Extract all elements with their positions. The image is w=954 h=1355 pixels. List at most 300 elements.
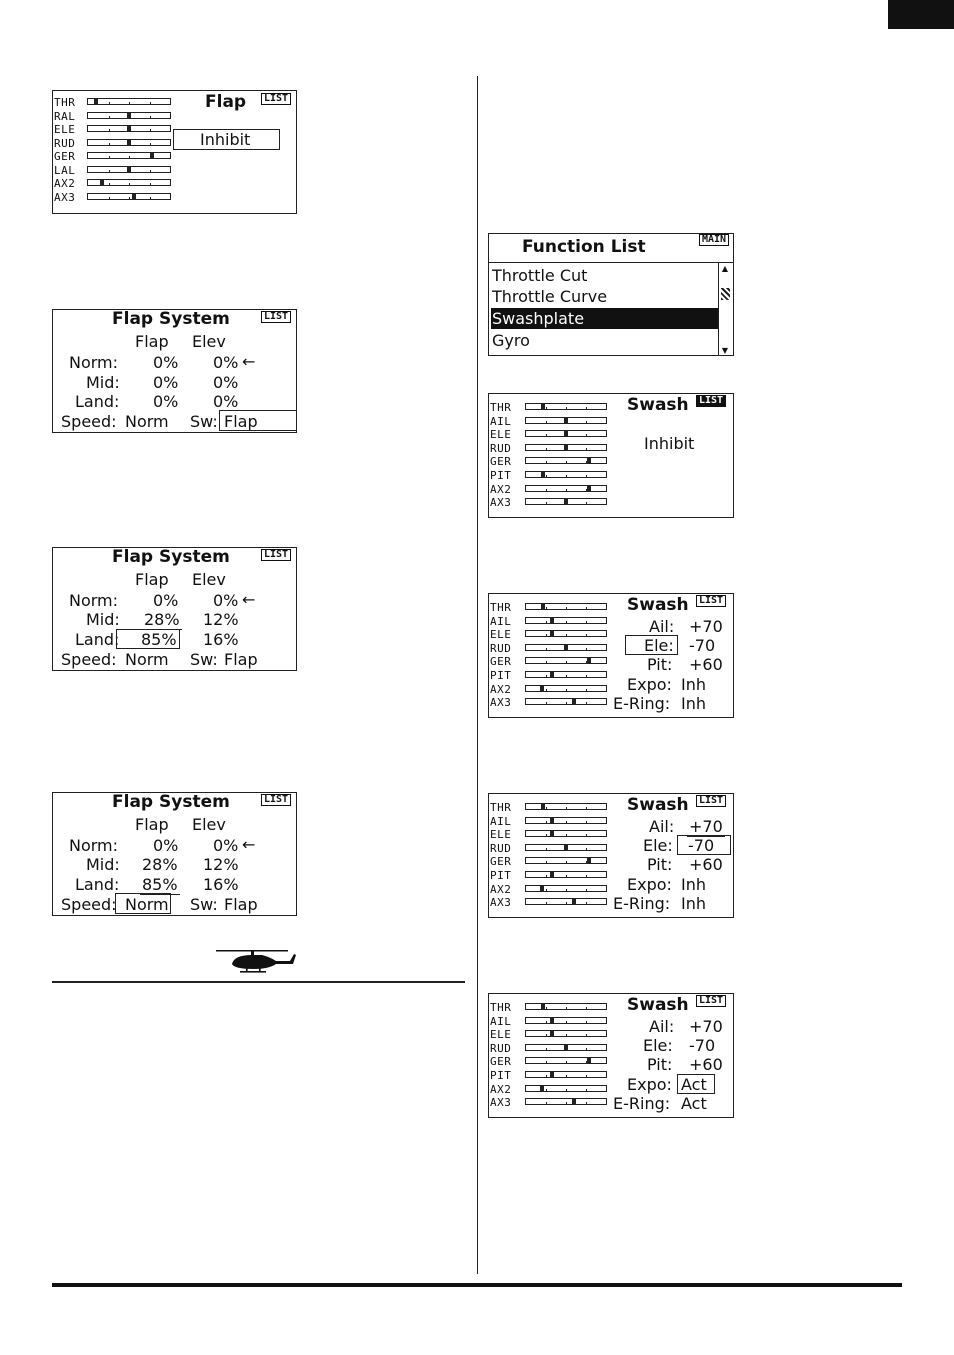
channel-bar-ax2 — [525, 885, 607, 892]
speed-value[interactable]: Norm — [125, 412, 169, 431]
bar-tick — [150, 183, 151, 186]
screen-title: Function List — [522, 237, 646, 257]
bar-tick — [586, 834, 587, 837]
bar-tick — [586, 648, 587, 651]
expo-label: Expo: — [627, 1075, 672, 1094]
expo-value[interactable]: Inh — [681, 875, 706, 894]
channel-position-marker — [150, 153, 154, 158]
speed-label: Speed: — [61, 412, 117, 431]
channel-label-lal: LAL — [54, 163, 76, 177]
ail-label: Ail: — [649, 817, 675, 836]
bar-tick — [546, 621, 547, 624]
bar-tick — [586, 502, 587, 505]
bar-tick — [546, 889, 547, 892]
channel-label-rud: RUD — [490, 841, 512, 855]
channel-label-ax2: AX2 — [490, 682, 512, 696]
bar-tick — [546, 1061, 547, 1064]
inhibit-value[interactable]: Inhibit — [644, 434, 695, 453]
mid-flap-value[interactable]: 28% — [142, 855, 178, 874]
channel-label-ax2: AX2 — [490, 882, 512, 896]
channel-bar-ger — [525, 657, 607, 664]
ele-value-selection-box[interactable] — [677, 835, 731, 855]
list-button[interactable]: LIST — [261, 549, 291, 561]
bar-tick — [546, 1007, 547, 1010]
bar-tick — [109, 183, 110, 186]
pit-value[interactable]: +60 — [689, 655, 723, 674]
bar-tick — [586, 407, 587, 410]
channel-position-marker — [550, 872, 554, 877]
inhibit-value: Inhibit — [200, 130, 251, 149]
bar-tick — [546, 1089, 547, 1092]
channel-label-ail: AIL — [490, 1014, 512, 1028]
ele-label: Ele: — [644, 636, 674, 655]
channel-position-marker — [540, 1086, 544, 1091]
page-corner-tab — [888, 0, 954, 29]
channel-label-ax2: AX2 — [490, 1082, 512, 1096]
bar-tick — [546, 689, 547, 692]
channel-bar-ele — [525, 630, 607, 637]
scroll-down-arrow-icon[interactable]: ▼ — [721, 346, 729, 355]
ail-label: Ail: — [649, 617, 675, 636]
bar-tick — [109, 129, 110, 132]
land-flap-value[interactable]: 0% — [153, 392, 179, 411]
ering-label: E-Ring: — [613, 1094, 671, 1113]
pit-value[interactable]: +60 — [689, 1055, 723, 1074]
bar-tick — [150, 102, 151, 105]
channel-position-marker — [550, 831, 554, 836]
bar-tick — [129, 102, 130, 105]
bar-tick — [546, 434, 547, 437]
swash-screen-1 — [488, 593, 734, 718]
speed-value[interactable]: Norm — [125, 650, 169, 669]
ele-value[interactable]: -70 — [689, 1036, 716, 1055]
left-arrow-icon: ← — [242, 352, 256, 371]
channel-bar-ax3 — [87, 193, 171, 200]
channel-position-marker — [127, 126, 131, 131]
list-item[interactable]: Gyro — [492, 331, 530, 350]
switch-value[interactable]: Flap — [224, 895, 258, 914]
bar-tick — [586, 1007, 587, 1010]
land-flap-value: 85% — [141, 630, 177, 649]
channel-bar-ral — [87, 112, 171, 119]
channel-bar-rud — [525, 444, 607, 451]
bar-tick — [586, 1048, 587, 1051]
list-button[interactable]: LIST — [696, 795, 726, 807]
channel-bar-ail — [525, 817, 607, 824]
norm-flap-value[interactable]: 0% — [153, 353, 179, 372]
bar-tick — [566, 807, 567, 810]
channel-label-rud: RUD — [54, 136, 76, 150]
channel-position-marker — [540, 686, 544, 691]
list-item[interactable]: Throttle Curve — [492, 287, 608, 306]
swash-screen-2 — [488, 793, 734, 918]
channel-position-marker — [541, 604, 545, 609]
pit-label: Pit: — [647, 655, 673, 674]
bar-tick — [150, 143, 151, 146]
channel-position-marker — [587, 1058, 591, 1063]
bar-tick — [546, 634, 547, 637]
bar-tick — [109, 170, 110, 173]
scroll-up-arrow-icon[interactable]: ▲ — [721, 264, 729, 273]
channel-position-marker — [541, 1004, 545, 1009]
bar-tick — [546, 648, 547, 651]
channel-position-marker — [550, 618, 554, 623]
column-header-flap: Flap — [135, 332, 169, 351]
ele-label-selection-box[interactable] — [625, 635, 678, 655]
bar-tick — [566, 661, 567, 664]
bar-tick — [586, 607, 587, 610]
speed-label: Speed: — [61, 650, 117, 669]
mid-flap-value[interactable]: 28% — [144, 610, 180, 629]
bar-tick — [566, 675, 567, 678]
list-item[interactable]: Throttle Cut — [492, 266, 588, 285]
speed-value: Norm — [125, 895, 169, 914]
channel-label-ger: GER — [490, 1055, 512, 1069]
ail-value[interactable]: +70 — [689, 817, 723, 836]
channel-position-marker — [572, 1099, 576, 1104]
ering-value[interactable]: Inh — [681, 894, 706, 913]
scrollbar[interactable] — [718, 263, 733, 356]
channel-label-thr: THR — [54, 96, 76, 109]
channel-position-marker — [564, 445, 568, 450]
bar-tick — [546, 834, 547, 837]
mid-elev-value[interactable]: 0% — [213, 373, 239, 392]
channel-label-ele: ELE — [490, 1028, 512, 1042]
bar-tick — [566, 1034, 567, 1037]
bar-tick — [566, 821, 567, 824]
channel-bar-ax2 — [87, 179, 171, 186]
switch-selection-box[interactable] — [219, 410, 297, 431]
column-header-elev: Elev — [192, 815, 226, 834]
channel-bar-rud — [525, 844, 607, 851]
channel-label-rud: RUD — [490, 1041, 512, 1055]
channel-bar-rud — [87, 139, 171, 146]
norm-elev-value[interactable]: 0% — [213, 353, 239, 372]
channel-label-ax3: AX3 — [490, 496, 512, 510]
bar-tick — [129, 156, 130, 159]
bar-tick — [546, 407, 547, 410]
channel-bar-ax2 — [525, 685, 607, 692]
list-button[interactable]: LIST — [696, 395, 726, 407]
helicopter-icon — [214, 944, 298, 976]
bar-tick — [546, 1048, 547, 1051]
channel-position-marker — [94, 99, 98, 104]
mid-elev-value[interactable]: 12% — [203, 610, 239, 629]
ele-value[interactable]: -70 — [689, 636, 716, 655]
channel-position-marker — [550, 631, 554, 636]
screen-title: Flap — [205, 92, 247, 112]
channel-position-marker — [564, 418, 568, 423]
mid-elev-value[interactable]: 12% — [203, 855, 239, 874]
channel-position-marker — [572, 899, 576, 904]
bar-tick — [129, 183, 130, 186]
bar-tick — [586, 675, 587, 678]
channel-bar-ail — [525, 617, 607, 624]
switch-value[interactable]: Flap — [224, 650, 258, 669]
land-flap-value[interactable]: 85% — [142, 875, 178, 894]
channel-label-ax3: AX3 — [490, 1096, 512, 1110]
bar-tick — [546, 1075, 547, 1078]
column-header-elev: Elev — [192, 570, 226, 589]
bar-tick — [150, 129, 151, 132]
main-button[interactable]: MAIN — [699, 234, 729, 246]
channel-bar-ele — [525, 830, 607, 837]
bar-tick — [586, 634, 587, 637]
land-elev-value[interactable]: 0% — [213, 392, 239, 411]
channel-position-marker — [541, 404, 545, 409]
expo-value: Act — [681, 1075, 707, 1094]
bar-tick — [546, 1021, 547, 1024]
bar-tick — [566, 1102, 567, 1105]
mid-flap-value[interactable]: 0% — [153, 373, 179, 392]
channel-bar-ax3 — [525, 498, 607, 505]
bar-tick — [546, 1102, 547, 1105]
column-header-flap: Flap — [135, 815, 169, 834]
bar-tick — [150, 116, 151, 119]
channel-position-marker — [550, 672, 554, 677]
ering-value[interactable]: Inh — [681, 694, 706, 713]
ering-label: E-Ring: — [613, 894, 671, 913]
expo-value-selection-box[interactable] — [677, 1074, 715, 1094]
channel-bar-ax2 — [525, 485, 607, 492]
channel-position-marker — [564, 1045, 568, 1050]
bar-tick — [566, 902, 567, 905]
bar-tick — [109, 143, 110, 146]
bar-tick — [566, 607, 567, 610]
bar-tick — [546, 902, 547, 905]
bar-tick — [566, 489, 567, 492]
channel-label-ger: GER — [490, 655, 512, 669]
bar-tick — [546, 475, 547, 478]
flap-system-screen-1 — [52, 309, 297, 433]
channel-position-marker — [587, 458, 591, 463]
channel-bar-thr — [525, 1003, 607, 1010]
bar-tick — [546, 661, 547, 664]
row-label-mid: Mid: — [86, 373, 120, 392]
channel-bar-thr — [525, 403, 607, 410]
ele-label: Ele: — [643, 1036, 673, 1055]
channel-bar-ger — [525, 457, 607, 464]
bar-tick — [546, 607, 547, 610]
screen-title: Swash — [627, 995, 689, 1015]
left-arrow-icon: ← — [242, 835, 256, 854]
switch-label: Sw: — [190, 895, 218, 914]
channel-bar-lal — [87, 166, 171, 173]
speed-label: Speed: — [61, 895, 117, 914]
row-label-mid: Mid: — [86, 610, 120, 629]
list-button[interactable]: LIST — [261, 311, 291, 323]
channel-bar-pit — [525, 1071, 607, 1078]
scroll-thumb[interactable] — [721, 288, 730, 300]
channel-label-ele: ELE — [490, 828, 512, 842]
channel-label-ax3: AX3 — [490, 896, 512, 910]
list-item-selected[interactable]: Swashplate — [491, 308, 718, 329]
bar-tick — [546, 502, 547, 505]
bar-tick — [586, 875, 587, 878]
footer-rule — [52, 1283, 902, 1287]
channel-bar-ax2 — [525, 1085, 607, 1092]
speed-selection-box[interactable] — [115, 893, 171, 914]
channel-position-marker — [127, 113, 131, 118]
channel-label-ger: GER — [54, 150, 76, 163]
norm-elev-value[interactable]: 0% — [213, 591, 239, 610]
bar-tick — [546, 821, 547, 824]
bar-tick — [566, 861, 567, 864]
column-header-elev: Elev — [192, 332, 226, 351]
channel-position-marker — [540, 886, 544, 891]
bar-tick — [129, 197, 130, 200]
channel-label-ax2: AX2 — [490, 482, 512, 496]
bar-tick — [586, 807, 587, 810]
ele-label: Ele: — [643, 836, 673, 855]
bar-tick — [586, 1102, 587, 1105]
channel-bar-ail — [525, 417, 607, 424]
channel-position-marker — [564, 499, 568, 504]
switch-value: Flap — [224, 412, 258, 431]
channel-position-marker — [550, 1018, 554, 1023]
channel-bar-rud — [525, 1044, 607, 1051]
bar-tick — [586, 848, 587, 851]
channel-label-ail: AIL — [490, 814, 512, 828]
screen-title: Swash — [627, 395, 689, 415]
expo-value[interactable]: Inh — [681, 675, 706, 694]
ering-value[interactable]: Act — [681, 1094, 707, 1113]
channel-position-marker — [132, 194, 136, 199]
bar-tick — [150, 197, 151, 200]
pit-value[interactable]: +60 — [689, 855, 723, 874]
bar-tick — [546, 461, 547, 464]
channel-label-ral: RAL — [54, 109, 76, 123]
expo-label: Expo: — [627, 875, 672, 894]
row-label-land: Land: — [75, 630, 120, 649]
switch-label: Sw: — [190, 412, 218, 431]
bar-tick — [586, 1021, 587, 1024]
bar-tick — [586, 902, 587, 905]
channel-bar-pit — [525, 471, 607, 478]
ele-value: -70 — [688, 836, 715, 855]
bar-tick — [109, 116, 110, 119]
left-arrow-icon: ← — [242, 590, 256, 609]
channel-label-ax3: AX3 — [54, 190, 76, 204]
channel-label-ger: GER — [490, 855, 512, 869]
channel-bar-pit — [525, 671, 607, 678]
channel-label-pit: PIT — [490, 869, 512, 882]
pit-label: Pit: — [647, 1055, 673, 1074]
norm-elev-value[interactable]: 0% — [213, 836, 239, 855]
bar-tick — [566, 475, 567, 478]
bar-tick — [566, 889, 567, 892]
bar-tick — [546, 875, 547, 878]
channel-bar-ger — [525, 1057, 607, 1064]
channel-position-marker — [541, 804, 545, 809]
channel-position-marker — [587, 658, 591, 663]
value-selection-box[interactable] — [173, 129, 280, 150]
channel-position-marker — [572, 699, 576, 704]
ail-label: Ail: — [649, 1017, 675, 1036]
bar-tick — [566, 1061, 567, 1064]
channel-position-marker — [127, 167, 131, 172]
channel-bar-ger — [525, 857, 607, 864]
list-button[interactable]: LIST — [261, 93, 291, 105]
channel-bar-ax3 — [525, 1098, 607, 1105]
bar-tick — [566, 407, 567, 410]
ail-value[interactable]: +70 — [689, 1017, 723, 1036]
list-button[interactable]: LIST — [696, 595, 726, 607]
screen-title: Swash — [627, 595, 689, 615]
bar-tick — [566, 702, 567, 705]
bar-tick — [546, 807, 547, 810]
bar-tick — [566, 1089, 567, 1092]
row-label-norm: Norm: — [69, 836, 119, 855]
land-elev-value[interactable]: 16% — [203, 630, 239, 649]
screen-title: Swash — [627, 795, 689, 815]
expo-label: Expo: — [627, 675, 672, 694]
bar-tick — [546, 489, 547, 492]
channel-label-thr: THR — [490, 1001, 512, 1014]
bar-tick — [566, 1075, 567, 1078]
channel-label-ax3: AX3 — [490, 696, 512, 710]
list-button[interactable]: LIST — [261, 794, 291, 806]
channel-label-ele: ELE — [54, 123, 76, 136]
list-button[interactable]: LIST — [696, 995, 726, 1007]
ail-value[interactable]: +70 — [689, 617, 723, 636]
bar-tick — [566, 621, 567, 624]
channel-position-marker — [587, 486, 591, 491]
swash-inhibit-screen — [488, 393, 734, 518]
channel-label-pit: PIT — [490, 669, 512, 682]
channel-label-rud: RUD — [490, 441, 512, 455]
norm-flap-value[interactable]: 0% — [153, 836, 179, 855]
channel-bar-rud — [525, 644, 607, 651]
bar-tick — [586, 889, 587, 892]
channel-position-marker — [587, 858, 591, 863]
bar-tick — [150, 170, 151, 173]
bar-tick — [109, 197, 110, 200]
switch-label: Sw: — [190, 650, 218, 669]
section-divider — [52, 981, 465, 983]
channel-bar-ail — [525, 1017, 607, 1024]
bar-tick — [586, 475, 587, 478]
swash-screen-3 — [488, 993, 734, 1118]
function-list — [489, 263, 733, 356]
land-elev-value[interactable]: 16% — [203, 875, 239, 894]
row-label-mid: Mid: — [86, 855, 120, 874]
land-flap-selection-box[interactable] — [116, 629, 180, 649]
flap-system-screen-2 — [52, 547, 297, 671]
channel-bar-pit — [525, 871, 607, 878]
channel-position-marker — [541, 472, 545, 477]
row-label-norm: Norm: — [69, 353, 119, 372]
channel-label-pit: PIT — [490, 1069, 512, 1082]
bar-tick — [586, 448, 587, 451]
channel-label-thr: THR — [490, 401, 512, 414]
bar-tick — [546, 675, 547, 678]
bar-tick — [586, 689, 587, 692]
channel-label-ele: ELE — [490, 428, 512, 442]
channel-bar-ax3 — [525, 698, 607, 705]
flap-system-screen-3 — [52, 792, 297, 916]
screen-title: Flap System — [112, 309, 230, 329]
channel-bar-ele — [525, 1030, 607, 1037]
channel-position-marker — [550, 1031, 554, 1036]
screen-title: Flap System — [112, 547, 230, 567]
channel-label-ail: AIL — [490, 614, 512, 628]
channel-bar-thr — [525, 603, 607, 610]
bar-tick — [566, 1021, 567, 1024]
bar-tick — [586, 1075, 587, 1078]
norm-flap-value[interactable]: 0% — [153, 591, 179, 610]
bar-tick — [546, 421, 547, 424]
